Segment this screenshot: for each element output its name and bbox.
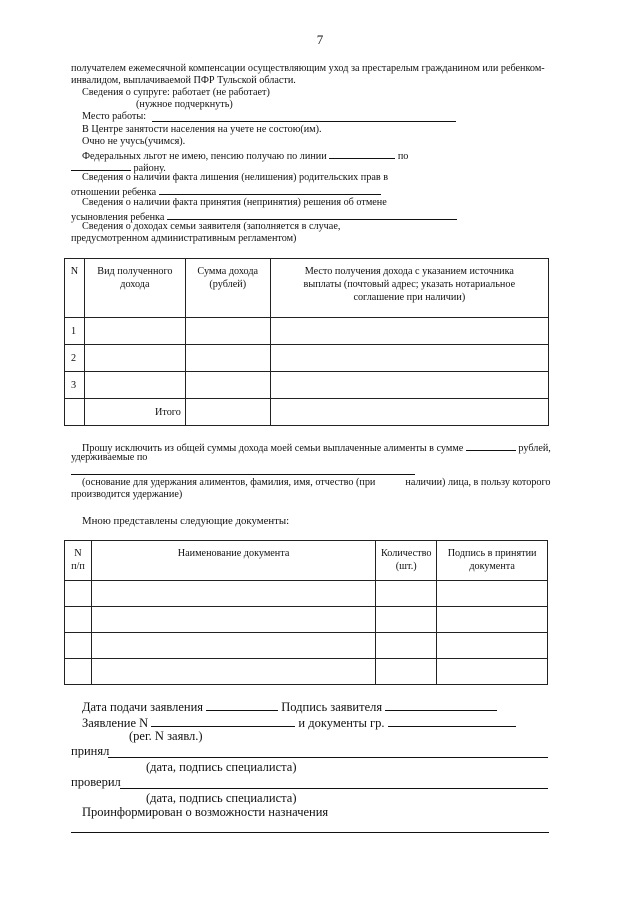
total-sum-cell[interactable] bbox=[185, 399, 270, 426]
informed-text: Проинформирован о возможности назначения bbox=[82, 805, 329, 819]
table-cell[interactable] bbox=[91, 607, 375, 633]
doc-header-name: Наименование документа bbox=[91, 541, 375, 581]
alimony-note-b: наличии) лица, в пользу которого bbox=[405, 477, 551, 488]
submit-date-label: Дата подачи заявления bbox=[82, 700, 204, 714]
income-info-line-2: предусмотренном административным регламентом) bbox=[71, 233, 297, 244]
table-row bbox=[65, 633, 548, 659]
table-cell[interactable] bbox=[437, 581, 548, 607]
doc-header-n-1: N bbox=[74, 548, 82, 559]
alimony-note-1 bbox=[82, 477, 551, 490]
doc-header-n-2: п/п bbox=[71, 561, 85, 572]
header-income-sum-1: Сумма дохода bbox=[197, 266, 259, 277]
total-label: Итого bbox=[84, 399, 185, 426]
table-cell[interactable] bbox=[65, 607, 92, 633]
table-cell[interactable] bbox=[65, 659, 92, 685]
table-row bbox=[65, 581, 548, 607]
checked-hint: (дата, подпись специалиста) bbox=[146, 791, 297, 805]
table-cell[interactable] bbox=[185, 345, 270, 372]
table-row bbox=[65, 372, 549, 399]
district-label: району. bbox=[133, 163, 166, 174]
district-field[interactable] bbox=[71, 160, 131, 171]
header-income-place-3: соглашение при наличии) bbox=[353, 292, 466, 303]
deprivation-field[interactable] bbox=[159, 184, 381, 195]
page-number: 7 bbox=[316, 32, 324, 47]
documents-table-header bbox=[65, 541, 548, 581]
alimony-basis-field[interactable] bbox=[71, 474, 415, 475]
documents-table bbox=[64, 540, 548, 685]
table-cell[interactable] bbox=[376, 607, 437, 633]
informed-field[interactable] bbox=[71, 832, 549, 833]
table-cell[interactable] bbox=[376, 633, 437, 659]
pension-line-field[interactable] bbox=[329, 148, 395, 159]
header-income-sum bbox=[185, 259, 270, 318]
table-cell[interactable] bbox=[376, 659, 437, 685]
spouse-work-status: Сведения о супруге: работает (не работает) bbox=[82, 87, 270, 98]
table-cell[interactable] bbox=[376, 581, 437, 607]
alimony-sum-field[interactable] bbox=[466, 440, 516, 451]
doc-header-signature bbox=[437, 541, 548, 581]
alimony-line-1 bbox=[82, 440, 551, 456]
table-cell[interactable] bbox=[270, 399, 548, 426]
doc-header-n bbox=[65, 541, 92, 581]
statement-number-field[interactable] bbox=[151, 714, 295, 727]
header-income-type bbox=[84, 259, 185, 318]
table-row bbox=[65, 318, 549, 345]
spouse-hint: (нужное подчеркнуть) bbox=[136, 99, 233, 110]
adoption-field[interactable] bbox=[167, 209, 457, 220]
intro-line-2: инвалидом, выплачиваемой ПФР Тульской области. bbox=[71, 75, 296, 86]
row-number: 1 bbox=[65, 318, 85, 345]
header-income-type-1: Вид полученного bbox=[97, 266, 173, 277]
row-number: 3 bbox=[65, 372, 85, 399]
workplace-field[interactable] bbox=[152, 121, 456, 122]
documents-title: Мною представлены следующие документы: bbox=[82, 515, 290, 527]
header-n: N bbox=[65, 259, 85, 318]
table-cell[interactable] bbox=[437, 607, 548, 633]
adoption-label: усыновления ребенка bbox=[71, 212, 165, 223]
checked-label: проверил bbox=[71, 775, 121, 789]
doc-header-qty-2: (шт.) bbox=[395, 561, 417, 572]
table-cell[interactable] bbox=[270, 345, 548, 372]
applicant-signature-field[interactable] bbox=[385, 698, 497, 711]
date-signature-line bbox=[82, 698, 497, 715]
income-info-line-1: Сведения о доходах семьи заявителя (заполняется в случае, bbox=[82, 221, 341, 232]
submit-date-field[interactable] bbox=[206, 698, 278, 711]
citizen-name-field[interactable] bbox=[388, 714, 516, 727]
documents-citizen-label: и документы гр. bbox=[298, 716, 385, 730]
benefits-prefix: Федеральных льгот не имею, пенсию получаю по линии bbox=[82, 151, 327, 162]
alimony-note-2: производится удержание) bbox=[71, 489, 183, 500]
table-cell[interactable] bbox=[84, 345, 185, 372]
accepted-label: принял bbox=[71, 744, 110, 758]
header-income-place-2: выплаты (почтовый адрес; указать нотариальное bbox=[303, 279, 516, 290]
table-cell[interactable] bbox=[437, 633, 548, 659]
table-cell[interactable] bbox=[84, 318, 185, 345]
intro-line-1: получателем ежемесячной компенсации осуществляющим уход за престарелым гражданином или ребенком- bbox=[71, 63, 545, 74]
deprivation-label: отношении ребенка bbox=[71, 187, 157, 198]
table-cell[interactable] bbox=[185, 318, 270, 345]
table-cell[interactable] bbox=[84, 372, 185, 399]
checked-field[interactable] bbox=[120, 788, 548, 789]
alimony-text: Прошу исключить из общей суммы дохода моей семьи выплаченные алименты в сумме bbox=[82, 443, 464, 454]
table-cell[interactable] bbox=[91, 581, 375, 607]
deprivation-line-1: Сведения о наличии факта лишения (нелишения) родительских прав в bbox=[82, 172, 389, 183]
benefits-po: по bbox=[397, 151, 409, 162]
study-text: Очно не учусь(учимся). bbox=[82, 136, 186, 147]
table-row bbox=[65, 607, 548, 633]
table-cell[interactable] bbox=[270, 372, 548, 399]
statement-number-label: Заявление N bbox=[82, 716, 149, 730]
doc-header-qty-1: Количество bbox=[380, 548, 432, 559]
doc-header-sign-2: документа bbox=[469, 561, 515, 572]
table-cell bbox=[65, 399, 85, 426]
table-cell[interactable] bbox=[65, 581, 92, 607]
table-row bbox=[65, 345, 549, 372]
doc-header-qty bbox=[376, 541, 437, 581]
alimony-note-a: (основание для удержания алиментов, фамилия, имя, отчество (при bbox=[82, 477, 376, 488]
workplace-label: Место работы: bbox=[82, 111, 147, 122]
table-cell[interactable] bbox=[91, 633, 375, 659]
alimony-rubles: рублей, bbox=[518, 443, 551, 454]
table-cell[interactable] bbox=[65, 633, 92, 659]
table-row bbox=[65, 659, 548, 685]
alimony-line-2: удерживаемые по bbox=[71, 452, 148, 463]
table-cell[interactable] bbox=[437, 659, 548, 685]
header-income-place-1: Место получения дохода с указанием источника bbox=[304, 266, 514, 277]
reg-number-hint: (рег. N заявл.) bbox=[129, 729, 203, 743]
income-table-header bbox=[65, 259, 549, 318]
doc-header-sign-1: Подпись в принятии bbox=[447, 548, 537, 559]
table-cell[interactable] bbox=[270, 318, 548, 345]
employment-center-text: В Центре занятости населения на учете не состою(им). bbox=[82, 124, 322, 135]
total-row bbox=[65, 399, 549, 426]
adoption-line-1: Сведения о наличии факта принятия (непринятия) решения об отмене bbox=[82, 197, 387, 208]
income-table bbox=[64, 258, 549, 426]
accepted-field[interactable] bbox=[108, 757, 548, 758]
header-income-place bbox=[270, 259, 548, 318]
table-cell[interactable] bbox=[91, 659, 375, 685]
table-cell[interactable] bbox=[185, 372, 270, 399]
accepted-hint: (дата, подпись специалиста) bbox=[146, 760, 297, 774]
header-income-type-2: дохода bbox=[120, 279, 150, 290]
header-income-sum-2: (рублей) bbox=[209, 279, 247, 290]
applicant-signature-label: Подпись заявителя bbox=[281, 700, 383, 714]
row-number: 2 bbox=[65, 345, 85, 372]
